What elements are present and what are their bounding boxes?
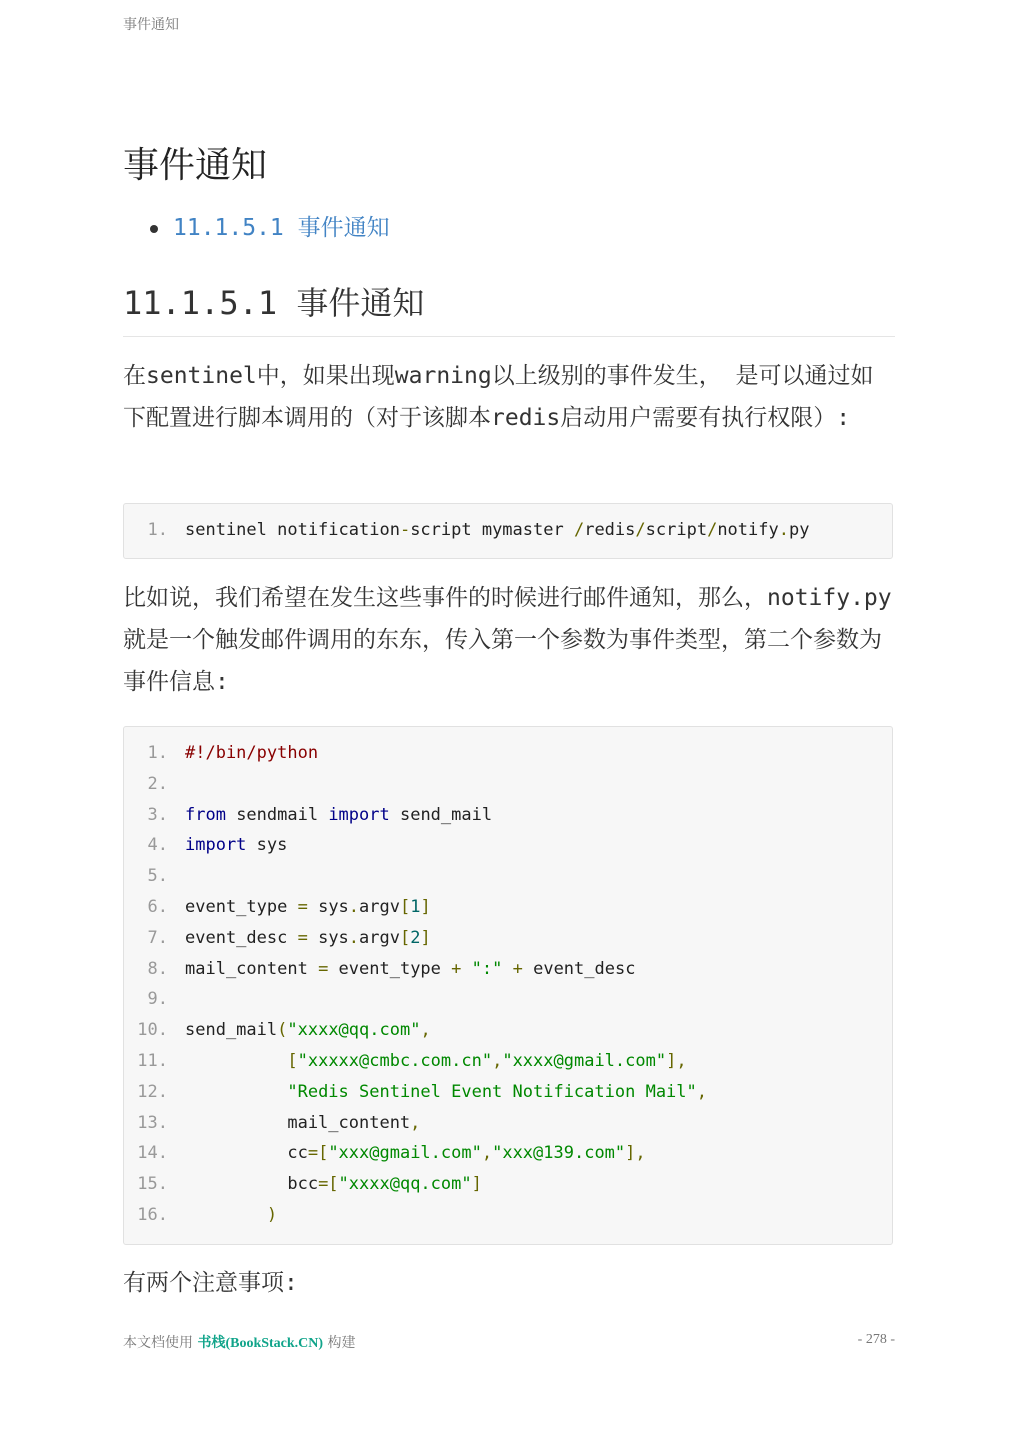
code-token: ":" <box>471 958 503 979</box>
line-number: 7. <box>147 927 168 948</box>
code-token: [ <box>400 927 411 948</box>
code-token: sentinel notification <box>185 520 400 540</box>
code-token: event_type <box>328 958 452 979</box>
code-line <box>124 800 892 831</box>
code-line <box>124 1169 892 1200</box>
paragraph-example: 比如说，我们希望在发生这些事件的时候进行邮件通知，那么，notify.py就是一个触发邮件调用的东东，传入第一个参数为事件类型，第二个参数为事件信息: <box>123 585 892 695</box>
code-token: ], <box>625 1143 646 1164</box>
code-token: notify <box>717 520 779 540</box>
line-number: 15. <box>137 1174 168 1195</box>
code-token: [ <box>400 896 411 917</box>
code-token: send_mail <box>389 804 493 825</box>
code-token: mail_content <box>185 1112 411 1133</box>
paragraph-intro: 在sentinel中，如果出现warning以上级别的事件发生， 是可以通过如下配置进行脚本调用的（对于该脚本redis启动用户需要有执行权限）: <box>123 363 874 431</box>
line-number: 13. <box>137 1112 168 1133</box>
line-number: 1. <box>147 520 168 540</box>
code-token: [ <box>287 1050 298 1071</box>
code-token: , <box>696 1081 708 1102</box>
code-token: import <box>328 804 390 825</box>
code-token <box>185 1051 287 1071</box>
code-text <box>185 738 318 769</box>
code-line <box>124 861 892 892</box>
code-token: / <box>707 520 718 540</box>
code-token: "xxxx@qq.com" <box>338 1174 472 1195</box>
code-text <box>185 1077 707 1108</box>
code-line <box>124 1077 892 1108</box>
section-heading: 11.1.5.1 事件通知 <box>123 278 895 337</box>
code-token <box>185 1082 287 1102</box>
code-block-config <box>123 503 893 559</box>
code-token: . <box>348 927 360 948</box>
table-of-contents <box>123 208 390 250</box>
toc-link[interactable]: 11.1.5.1 事件通知 <box>173 215 390 241</box>
code-token: + <box>512 958 523 979</box>
code-token: argv <box>359 927 400 948</box>
code-token: event_desc <box>185 927 298 948</box>
code-line <box>124 769 892 800</box>
code-token: "Redis Sentinel Event Notification Mail" <box>287 1081 697 1102</box>
code-token <box>185 1205 267 1225</box>
code-token: ) <box>266 1204 278 1225</box>
code-token: "xxxx@qq.com" <box>287 1020 421 1041</box>
code-text <box>185 515 809 546</box>
code-token: bcc <box>185 1174 319 1195</box>
code-line <box>124 1200 892 1231</box>
code-token: "xxxxx@cmbc.com.cn" <box>297 1050 493 1071</box>
code-token: ( <box>277 1020 288 1041</box>
line-number: 8. <box>147 958 168 979</box>
code-text <box>185 1138 646 1169</box>
code-line <box>124 830 892 861</box>
footer-brand-link[interactable]: 书栈(BookStack.CN) <box>197 1336 324 1351</box>
code-token: py <box>788 520 810 540</box>
code-token: from <box>185 804 226 825</box>
code-token: mail_content <box>185 958 319 979</box>
line-number: 10. <box>137 1020 168 1041</box>
code-token: , <box>410 1112 421 1133</box>
code-token: ] <box>420 896 431 917</box>
line-number: 12. <box>137 1081 168 1102</box>
code-text <box>185 1015 431 1046</box>
code-token: #!/bin/python <box>185 743 319 763</box>
code-text <box>185 830 287 861</box>
code-text <box>185 1169 482 1200</box>
line-number: 4. <box>147 835 168 856</box>
code-line <box>124 954 892 985</box>
code-line <box>124 892 892 923</box>
code-text <box>185 892 431 923</box>
page-number: - 278 - <box>857 1332 895 1347</box>
code-text <box>185 1200 277 1231</box>
code-token: event_type <box>185 896 298 917</box>
code-token: - <box>399 520 411 540</box>
code-token: sys <box>246 835 288 856</box>
code-token: , <box>492 1050 503 1071</box>
code-token: argv <box>359 896 400 917</box>
code-token: ], <box>666 1050 687 1071</box>
code-line <box>124 984 892 1015</box>
code-token: ] <box>420 927 431 948</box>
code-token: + <box>451 958 462 979</box>
code-token: 1 <box>410 896 421 917</box>
code-token: . <box>348 896 360 917</box>
code-token: ] <box>471 1174 482 1195</box>
code-text <box>185 1046 687 1077</box>
code-token: sys <box>307 896 349 917</box>
code-text <box>185 923 431 954</box>
line-number: 16. <box>137 1204 168 1225</box>
paragraph-notes: 有两个注意事项: <box>123 1270 298 1296</box>
line-number: 3. <box>147 804 168 825</box>
code-token: / <box>573 520 585 540</box>
code-line <box>124 1138 892 1169</box>
code-text <box>185 1108 420 1139</box>
code-token: cc <box>185 1143 308 1164</box>
code-token: event_desc <box>522 958 636 979</box>
toc-item <box>123 208 390 250</box>
footer-prefix: 本文档使用 <box>123 1335 198 1351</box>
code-token: = <box>297 896 308 917</box>
code-token: =[ <box>318 1174 339 1195</box>
line-number: 1. <box>147 743 168 763</box>
page-title: 事件通知 <box>123 145 268 186</box>
code-text <box>185 954 635 985</box>
code-token: . <box>778 520 789 540</box>
code-token: script <box>645 520 708 540</box>
code-block-notify-script <box>123 726 893 1245</box>
code-token: , <box>481 1143 493 1164</box>
code-token: =[ <box>307 1143 329 1164</box>
line-number: 14. <box>137 1143 168 1164</box>
footer-credit <box>123 1332 356 1352</box>
code-token: "xxx@139.com" <box>492 1143 626 1164</box>
code-text <box>185 800 492 831</box>
code-token <box>502 959 512 979</box>
code-token: import <box>185 835 247 856</box>
code-token: = <box>297 927 308 948</box>
line-number: 2. <box>147 773 168 794</box>
code-line <box>124 738 892 769</box>
code-token: script mymaster <box>410 520 574 540</box>
code-token: "xxx@gmail.com" <box>328 1143 482 1164</box>
code-token: redis <box>584 520 636 540</box>
code-token: 2 <box>410 927 421 948</box>
line-number: 5. <box>147 866 168 887</box>
code-line <box>124 1108 892 1139</box>
code-token: = <box>318 958 329 979</box>
code-token: / <box>635 520 646 540</box>
code-token: sys <box>307 927 349 948</box>
bullet-icon <box>150 225 158 233</box>
code-token: "xxxx@gmail.com" <box>502 1050 667 1071</box>
code-token: sendmail <box>225 804 329 825</box>
footer-suffix: 构建 <box>323 1335 356 1351</box>
code-token <box>461 959 471 979</box>
code-token: send_mail <box>185 1020 278 1041</box>
code-token: , <box>420 1020 431 1041</box>
code-line <box>124 923 892 954</box>
running-header: 事件通知 <box>123 17 179 33</box>
code-line <box>124 515 892 546</box>
code-line <box>124 1015 892 1046</box>
line-number: 11. <box>137 1050 168 1071</box>
line-number: 9. <box>147 989 168 1010</box>
code-line <box>124 1046 892 1077</box>
line-number: 6. <box>147 896 168 917</box>
